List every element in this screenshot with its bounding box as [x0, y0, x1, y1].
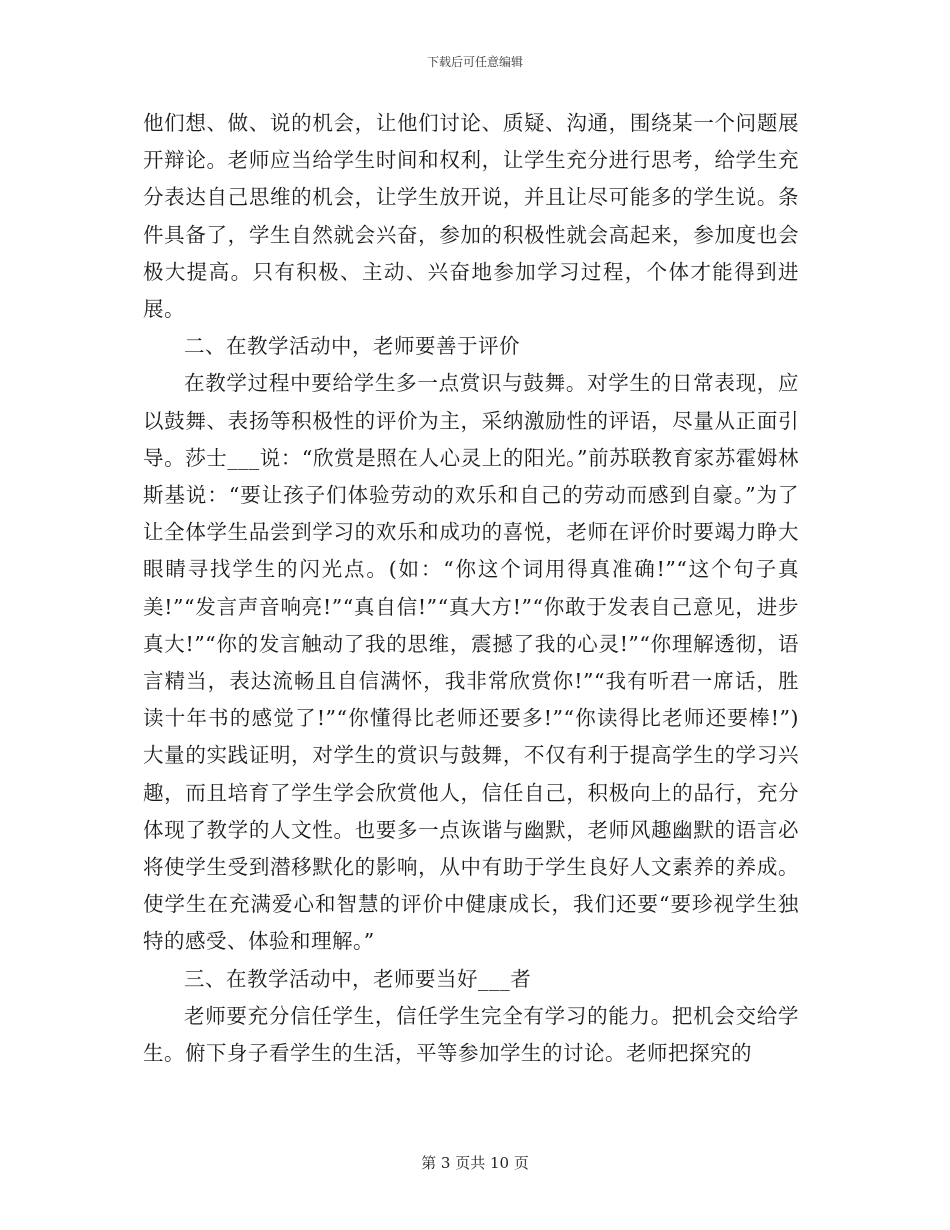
page-footer: 第 3 页共 10 页 [421, 1154, 529, 1172]
paragraph-evaluation: 在教学过程中要给学生多一点赏识与鼓舞。对学生的日常表现，应以鼓舞、表扬等积极性的评价为主，采纳激励性的评语，尽量从正面引导。莎士___说：“欣赏是照在人心灵上的阳光。”前苏联教育家苏霍姆林斯基说：“要让孩子们体验劳动的欢乐和自己的劳动而感到自豪。”为了让全体学生品尝到学习的欢乐和成功的喜悦，老师在评价时要竭力睁大眼睛寻找学生的闪光点。(如：“你这个词用得真准确!”“这个句子真美!”“发言声音响亮!”“真自信!”“真大方!”“你敢于发表自己意见，进步真大!”“你的发言触动了我的思维，震撼了我的心灵!”“你理解透彻，语言精当，表达流畅且自信满怀，我非常欣赏你!”“我有听君一席话，胜读十年书的感觉了!”“你懂得比老师还要多!”“你读得比老师还要棒!”)大量的实践证明，对学生的赏识与鼓舞，不仅有利于提高学生的学习兴趣，而且培育了学生学会欣赏他人，信任自己，积极向上的品行，充分体现了教学的人文性。也要多一点诙谐与幽默，老师风趣幽默的语言必将使学生受到潜移默化的影响，从中有助于学生良好人文素养的养成。使学生在充满爱心和智慧的评价中健康成长，我们还要“要珍视学生独特的感受、体验和理解。” [143, 371, 799, 954]
document-body [143, 105, 799, 1072]
paragraph-trust: 老师要充分信任学生，信任学生完全有学习的能力。把机会交给学生。俯下身子看学生的生活，平等参加学生的讨论。老师把探究的 [143, 1003, 799, 1066]
section-heading-3: 三、在教学活动中，老师要当好___者 [184, 966, 532, 991]
section-heading-2: 二、在教学活动中，老师要善于评价 [184, 334, 520, 359]
page-header: 下载后可任意编辑 [426, 55, 523, 69]
paragraph-continuation: 他们想、做、说的机会，让他们讨论、质疑、沟通，围绕某一个问题展开辩论。老师应当给学生时间和权利，让学生充分进行思考，给学生充分表达自己思维的机会，让学生放开说，并且让尽可能多的学生说。条件具备了，学生自然就会兴奋，参加的积极性就会高起来，参加度也会极大提高。只有积极、主动、兴奋地参加学习过程，个体才能得到进展。 [143, 111, 799, 322]
